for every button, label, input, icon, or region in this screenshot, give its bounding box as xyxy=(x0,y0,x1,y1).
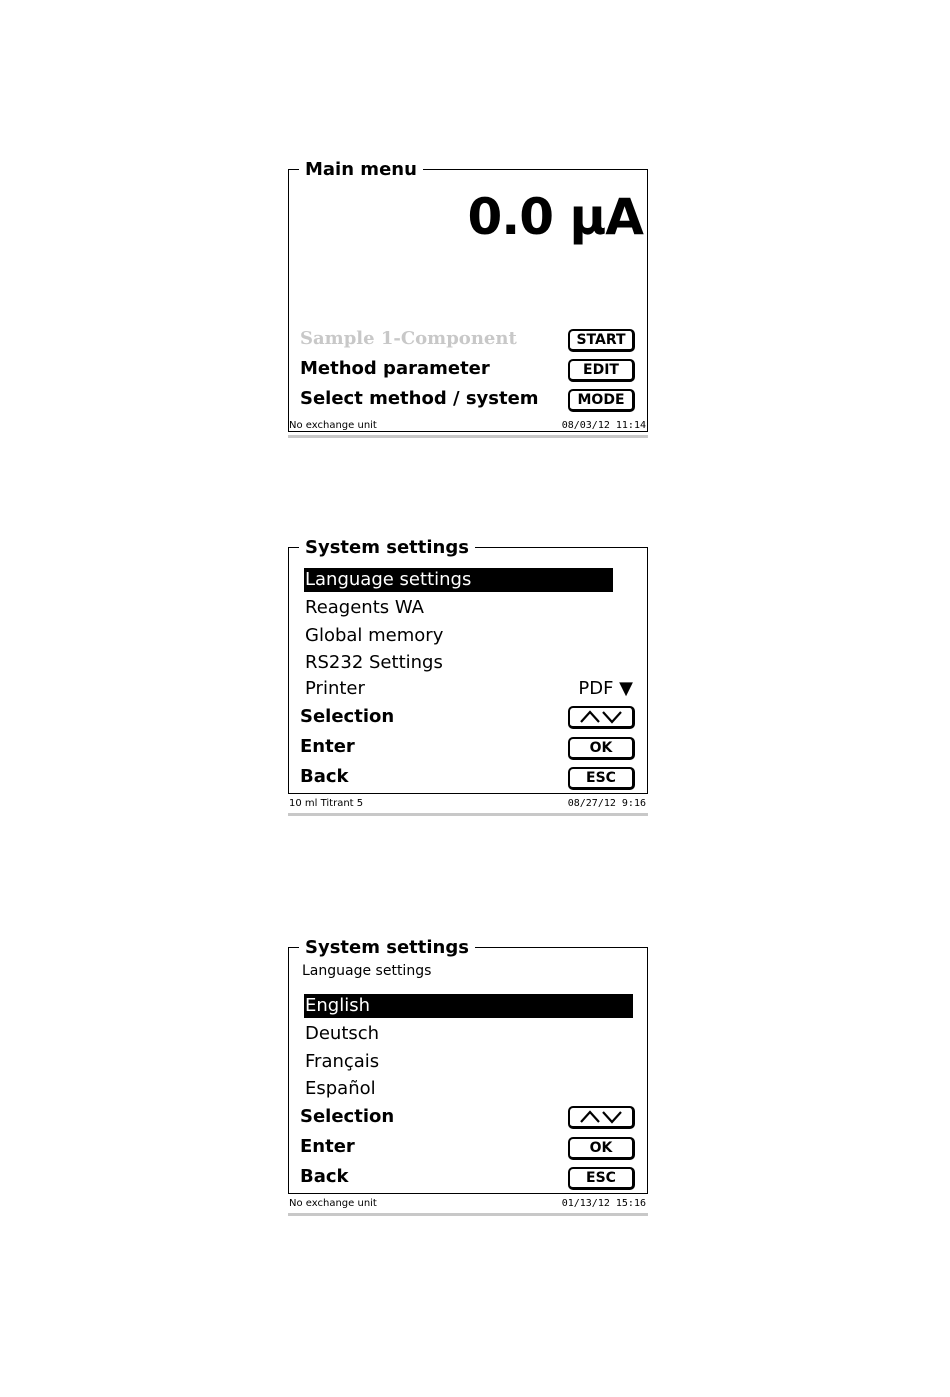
mode-button[interactable]: MODE xyxy=(568,389,635,412)
status-unit: No exchange unit xyxy=(289,1198,377,1209)
up-down-arrows-button[interactable] xyxy=(568,1106,635,1129)
enter-label: Enter xyxy=(300,1136,355,1157)
menu-item-rs232-settings[interactable]: RS232 Settings xyxy=(305,652,443,673)
system-settings-frame xyxy=(288,537,648,794)
language-option-francais[interactable]: Français xyxy=(305,1051,380,1072)
system-settings-title: System settings xyxy=(299,539,475,557)
start-button[interactable]: START xyxy=(568,329,635,352)
language-option-deutsch[interactable]: Deutsch xyxy=(305,1023,380,1044)
language-settings-frame xyxy=(288,937,648,1194)
ok-button[interactable]: OK xyxy=(568,737,635,760)
menu-item-reagents-wa[interactable]: Reagents WA xyxy=(305,597,424,618)
esc-button[interactable]: ESC xyxy=(568,767,635,790)
status-unit: No exchange unit xyxy=(289,420,377,431)
up-down-arrows-button[interactable] xyxy=(568,706,635,729)
up-down-arrows-icon xyxy=(579,709,623,724)
language-settings-subtitle: Language settings xyxy=(302,963,432,979)
status-datetime: 01/13/12 15:16 xyxy=(561,1198,646,1209)
main-menu-frame xyxy=(288,159,648,432)
status-datetime: 08/03/12 11:14 xyxy=(561,420,646,431)
menu-item-printer[interactable]: Printer xyxy=(305,678,365,699)
language-option-espanol[interactable]: Español xyxy=(305,1078,376,1099)
status-bar xyxy=(288,1197,648,1216)
menu-item-language-settings[interactable]: Language settings xyxy=(304,568,613,592)
language-option-english[interactable]: English xyxy=(304,994,633,1018)
edit-button[interactable]: EDIT xyxy=(568,359,635,382)
main-menu-title: Main menu xyxy=(299,161,423,179)
printer-dropdown[interactable]: PDF ▼ xyxy=(578,678,633,699)
status-unit: 10 ml Titrant 5 xyxy=(289,798,364,809)
language-settings-title: System settings xyxy=(299,939,475,957)
up-down-arrows-icon xyxy=(579,1109,623,1124)
selection-label: Selection xyxy=(300,1106,395,1127)
menu-item-global-memory[interactable]: Global memory xyxy=(305,625,444,646)
ok-button[interactable]: OK xyxy=(568,1137,635,1160)
back-label: Back xyxy=(300,1166,349,1187)
enter-label: Enter xyxy=(300,736,355,757)
back-label: Back xyxy=(300,766,349,787)
status-bar xyxy=(288,797,648,816)
method-parameter-label: Method parameter xyxy=(300,358,490,379)
current-reading: 0.0 µA xyxy=(467,188,643,246)
esc-button[interactable]: ESC xyxy=(568,1167,635,1190)
selection-label: Selection xyxy=(300,706,395,727)
status-bar xyxy=(288,419,648,438)
sample-1-component-label: Sample 1-Component xyxy=(300,328,517,349)
status-datetime: 08/27/12 9:16 xyxy=(567,798,646,809)
select-method-system-label: Select method / system xyxy=(300,388,539,409)
